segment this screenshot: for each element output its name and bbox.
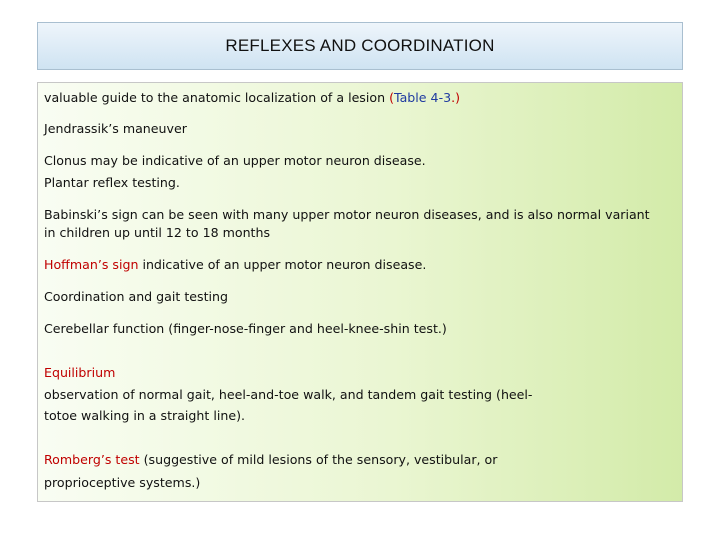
text-line-romberg [44,450,678,470]
paren-close: .) [451,90,461,105]
text-line-cerebellar: Cerebellar function (finger-nose-finger and heel-knee-shin test.) [44,321,447,336]
text-line-plantar: Plantar reflex testing. [44,175,180,190]
text-line-babinski-cont: in children up until 12 to 18 months [44,225,271,240]
table-reference-link[interactable]: Table 4-3 [393,90,452,105]
romberg-text: (suggestive of mild lesions of the sensory, vestibular, or [139,452,498,467]
text-line-jendrassik: Jendrassik’s maneuver [44,121,187,136]
romberg-term: Romberg’s test [44,452,140,467]
text-line-localization [44,88,678,108]
localization-text: valuable guide to the anatomic localization of a lesion [44,90,390,105]
text-line-coordination: Coordination and gait testing [44,289,228,304]
paren-open: ( [389,90,394,105]
slide-title: REFLEXES AND COORDINATION [225,36,495,55]
content-panel [37,82,683,502]
text-line-romberg-cont: proprioceptive systems.) [44,475,201,490]
text-line-hoffman [44,255,678,275]
title-banner [37,22,683,70]
text-line-gait: observation of normal gait, heel-and-toe walk, and tandem gait testing (heel- [44,387,533,402]
hoffman-term: Hoffman’s sign [44,257,139,272]
text-line-babinski: Babinski’s sign can be seen with many upper motor neuron diseases, and is also normal variant [44,207,650,222]
text-line-gait-cont: totoe walking in a straight line). [44,408,245,423]
text-line-clonus: Clonus may be indicative of an upper motor neuron disease. [44,153,426,168]
text-line-equilibrium: Equilibrium [44,365,116,380]
hoffman-text: indicative of an upper motor neuron disease. [138,257,427,272]
